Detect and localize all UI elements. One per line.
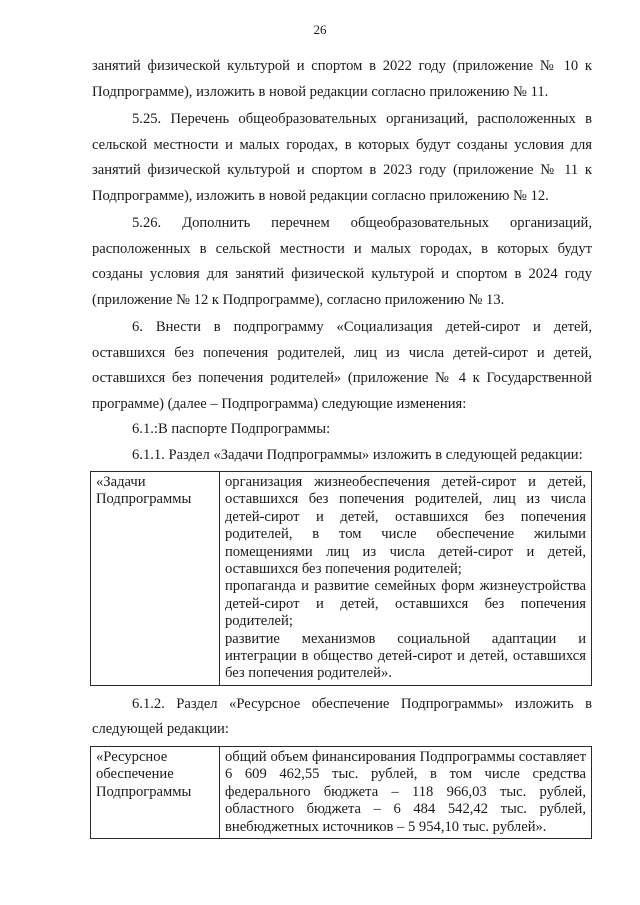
paragraph-5-25: 5.25. Перечень общеобразовательных организаций, расположенных в сельской местности и малых городах, в которых будут созданы условия для занятий физической культурой и спортом в 2023 году (приложение № 11 к Подпрограмме), изложить в новой редакции согласно приложению № 12. bbox=[92, 111, 592, 204]
tasks-table bbox=[90, 471, 592, 686]
paragraph-continuation: занятий физической культурой и спортом в 2022 году (приложение № 10 к Подпрограмме), изложить в новой редакции согласно приложению № 11. bbox=[92, 58, 592, 100]
resources-table bbox=[90, 746, 592, 839]
table-row bbox=[91, 746, 592, 838]
tasks-content-cell bbox=[220, 472, 592, 686]
paragraph-5-26: 5.26. Дополнить перечнем общеобразовательных организаций, расположенных в сельской местности и малых городах, в которых будут созданы условия для занятий физической культурой и спортом в 2024 году (приложение № 12 к Подпрограмме), согласно приложению № 13. bbox=[92, 215, 592, 308]
tasks-item: развитие механизмов социальной адаптации и интеграции в общество детей-сирот и детей, оставшихся без попечения родителей». bbox=[225, 630, 586, 682]
paragraph-6-1-1: 6.1.1. Раздел «Задачи Подпрограммы» изложить в следующей редакции: bbox=[132, 446, 583, 463]
resources-content-cell: общий объем финансирования Подпрограммы составляет 6 609 462,55 тыс. рублей, в том числе средства федерального бюджета – 118 966,03 тыс. рублей, областного бюджета – 6 484 542,42 тыс. рублей, внебюджетных источников – 5 954,10 тыс. рублей». bbox=[220, 746, 592, 838]
paragraph-6: 6. Внести в подпрограмму «Социализация детей-сирот и детей, оставшихся без попечения родителей, лиц из числа детей-сирот и детей, оставшихся без попечения родителей» (приложение № 4 к Государственной программе) (далее – Подпрограмма) следующие изменения: bbox=[92, 319, 592, 412]
paragraph-6-1-2: 6.1.2. Раздел «Ресурсное обеспечение Подпрограммы» изложить в следующей редакции: bbox=[92, 695, 592, 738]
document-body bbox=[92, 54, 592, 845]
page-number: 26 bbox=[313, 22, 327, 37]
tasks-item: пропаганда и развитие семейных форм жизнеустройства детей-сирот и детей, оставшихся без попечения родителей; bbox=[225, 578, 586, 630]
table-row bbox=[91, 472, 592, 686]
paragraph-6-1: 6.1.:В паспорте Подпрограммы: bbox=[132, 421, 331, 437]
tasks-label-cell: «Задачи Подпрограммы bbox=[91, 472, 220, 686]
resources-label-cell: «Ресурсное обеспечение Подпрограммы bbox=[91, 746, 220, 838]
tasks-item: организация жизнеобеспечения детей-сирот и детей, оставшихся без попечения родителей, лиц из числа детей-сирот и детей, оставшихся без попечения родителей, в том числе обеспечение жилыми помещениями лиц из числа детей-сирот и детей, оставшихся без попечения родителей; bbox=[225, 474, 586, 578]
